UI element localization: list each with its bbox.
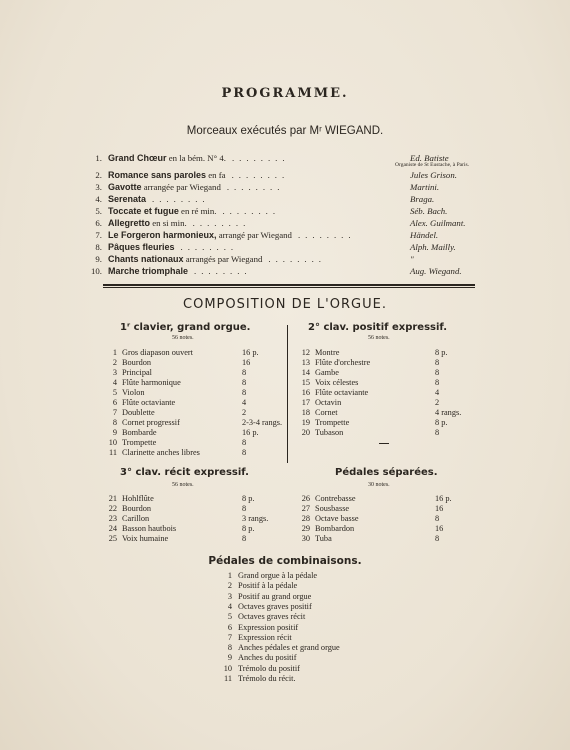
stop-number: 21 — [108, 494, 117, 503]
leader-dots: ........ — [297, 230, 356, 240]
piece-title: Marche triomphale — [108, 266, 189, 276]
stop-size: 16 — [435, 504, 444, 513]
composer: Alex. Guilmant. — [410, 218, 466, 228]
piece-title: Chants nationaux — [108, 254, 184, 264]
stop-number: 3 — [112, 368, 117, 377]
piece-detail: arrangés par Wiegand — [183, 254, 263, 264]
stop-name: Contrebasse — [315, 494, 356, 503]
stop-size: 16 p. — [435, 494, 452, 503]
stop-name: Flûte octaviante — [315, 388, 369, 397]
column-divider — [287, 325, 288, 463]
leader-dots: ........ — [152, 194, 210, 204]
combinaison-number: 11 — [224, 674, 232, 683]
stop-number: 10 — [108, 438, 117, 447]
stop-row — [105, 368, 285, 378]
stop-row — [105, 494, 285, 504]
stop-name: Principal — [122, 368, 152, 377]
stop-name: Trompette — [122, 438, 157, 447]
piece-detail: en la bém. N° 4. — [166, 153, 226, 163]
stop-name: Flûte harmonique — [122, 378, 181, 387]
column-end-dash — [379, 443, 389, 444]
combinaison-name: Trémolo du positif — [238, 663, 300, 673]
stop-number: 9 — [112, 428, 117, 437]
stop-row — [298, 514, 478, 524]
combinaison-row — [222, 633, 422, 643]
programme-row — [88, 193, 480, 205]
combinaison-name: Anches du positif — [238, 653, 297, 663]
leader-dots: ........ — [180, 242, 239, 252]
programme-piece — [108, 169, 289, 181]
piece-title: Serenata — [108, 194, 147, 204]
programme-row — [88, 265, 480, 277]
stop-name: Trompette — [315, 418, 350, 427]
programme-row — [88, 229, 480, 241]
stop-number: 2 — [112, 358, 117, 367]
stop-size: 4 rangs. — [435, 408, 462, 417]
stop-row — [298, 368, 478, 378]
stop-name: Gros diapason ouvert — [122, 348, 193, 357]
piece-detail: en fa — [206, 170, 226, 180]
stop-size: 8 — [242, 438, 247, 447]
stop-size: 8 — [435, 368, 440, 377]
piece-detail: en si min. — [150, 218, 187, 228]
programme-row — [88, 152, 480, 168]
stop-number: 27 — [301, 504, 310, 513]
stop-name: Doublette — [122, 408, 155, 417]
combinaison-number: 4 — [227, 601, 232, 611]
stop-name: Tuba — [315, 534, 332, 543]
stop-size: 16 — [242, 358, 251, 367]
programme-number: 8. — [95, 242, 102, 252]
stop-size: 8 — [435, 378, 440, 387]
stop-name: Gambe — [315, 368, 339, 377]
stop-row — [105, 428, 285, 438]
stop-size: 8 — [242, 388, 247, 397]
stop-row — [105, 348, 285, 358]
stop-number: 15 — [301, 378, 310, 387]
stop-row — [298, 534, 478, 544]
stop-size: 8 p. — [435, 418, 448, 427]
stop-row — [298, 398, 478, 408]
stop-row — [105, 534, 285, 544]
stop-size: 8 — [242, 368, 247, 377]
combinaison-row — [222, 653, 422, 663]
stop-row — [105, 418, 285, 428]
combinaison-name: Octaves graves positif — [238, 601, 312, 611]
stop-row — [298, 348, 478, 358]
programme-row — [88, 241, 480, 253]
stop-number: 18 — [301, 408, 310, 417]
leader-dots: ........ — [192, 218, 251, 228]
combinaison-row — [222, 592, 422, 602]
stop-number: 29 — [301, 524, 310, 533]
combinaison-row — [222, 674, 422, 684]
programme-number: 9. — [95, 254, 102, 264]
stop-number: 7 — [112, 408, 117, 417]
programme-title: PROGRAMME. — [221, 86, 349, 101]
combinaison-row — [222, 664, 422, 674]
stop-size: 8 — [435, 514, 440, 523]
stop-number: 28 — [301, 514, 310, 523]
programme-piece — [108, 181, 284, 193]
combinaison-number: 3 — [227, 591, 232, 601]
stop-name: Carillon — [122, 514, 150, 523]
pedales-note: 30 notes. — [368, 482, 390, 488]
combinaison-number: 1 — [227, 571, 232, 580]
combinaison-number: 6 — [227, 622, 232, 632]
programme-row — [88, 169, 480, 181]
programme-piece — [108, 241, 238, 253]
composer: Aug. Wiegand. — [410, 266, 462, 276]
combinaison-number: 10 — [223, 663, 232, 673]
stop-size: 8 — [435, 534, 440, 543]
stop-number: 19 — [301, 418, 310, 427]
stop-row — [105, 408, 285, 418]
stop-name: Cornet — [315, 408, 338, 417]
programme-number: 10. — [91, 266, 102, 276]
programme-piece — [108, 205, 280, 217]
stop-name: Bombardon — [315, 524, 355, 533]
stop-number: 25 — [108, 534, 117, 543]
programme-piece — [108, 217, 250, 229]
stop-size: 8 — [242, 448, 247, 457]
composer-note: Organiste de St Eustache, à Paris. — [395, 162, 469, 168]
stop-size: 8 — [242, 504, 247, 513]
stop-name: Flûte octaviante — [122, 398, 176, 407]
stop-name: Bourdon — [122, 504, 152, 513]
stop-name: Voix humaine — [122, 534, 169, 543]
piece-detail: arrangé par Wiegand — [216, 230, 292, 240]
composer: Alph. Mailly. — [410, 242, 456, 252]
stop-name: Bourdon — [122, 358, 152, 367]
stop-row — [298, 388, 478, 398]
combinaison-name: Grand orgue à la pédale — [238, 571, 318, 580]
stop-row — [105, 524, 285, 534]
stop-number: 30 — [301, 534, 310, 543]
leader-dots: ........ — [194, 266, 252, 276]
stop-size: 8 — [242, 378, 247, 387]
stop-row — [105, 448, 285, 458]
programme-row — [88, 217, 480, 229]
grand-orgue-note: 56 notes. — [172, 335, 194, 341]
stop-row — [105, 514, 285, 524]
pedales-title: Pédales séparées. — [335, 467, 438, 478]
composer: Séb. Bach. — [410, 206, 448, 216]
combinaison-row — [222, 643, 422, 653]
combinaisons-title: Pédales de combinaisons. — [208, 555, 362, 567]
stop-number: 6 — [112, 398, 117, 407]
programme-subtitle: Morceaux exécutés par Mʳ WIEGAND. — [186, 125, 384, 137]
stop-size: 4 — [435, 388, 440, 397]
stop-row — [105, 438, 285, 448]
programme-row — [88, 205, 480, 217]
combinaison-name: Expression positif — [238, 622, 299, 632]
piece-title: Toccate et fugue — [108, 206, 179, 216]
stop-size: 8 p. — [242, 524, 255, 533]
piece-detail: en ré min. — [178, 206, 217, 216]
stop-size: 3 rangs. — [242, 514, 269, 523]
combinaison-row — [222, 612, 422, 622]
stop-number: 17 — [301, 398, 310, 407]
composer: " — [410, 254, 414, 264]
stop-row — [105, 504, 285, 514]
combinaison-row — [222, 602, 422, 612]
stop-name: Voix célestes — [315, 378, 359, 387]
leader-dots: ........ — [231, 170, 290, 180]
programme-number: 6. — [95, 218, 102, 228]
composer: Ed. Batiste — [410, 153, 449, 163]
composer: Jules Grison. — [410, 170, 457, 180]
stop-row — [298, 408, 478, 418]
divider-thin — [103, 287, 475, 288]
stop-row — [298, 524, 478, 534]
leader-dots: ........ — [222, 206, 281, 216]
stop-number: 11 — [109, 448, 117, 457]
grand-orgue-title: 1ʳ clavier, grand orgue. — [120, 322, 251, 333]
piece-title: Pâques fleuries — [108, 242, 175, 252]
stop-row — [105, 358, 285, 368]
stop-name: Hohlflûte — [122, 494, 154, 503]
stop-number: 14 — [301, 368, 310, 377]
stop-number: 4 — [112, 378, 117, 387]
stop-number: 1 — [112, 348, 117, 357]
stop-size: 8 — [242, 534, 247, 543]
stop-number: 24 — [108, 524, 117, 533]
stop-name: Bombarde — [122, 428, 157, 437]
stop-size: 16 p. — [242, 348, 259, 357]
stop-name: Clarinette anches libres — [122, 448, 200, 457]
combinaison-name: Expression récit — [238, 632, 292, 642]
stop-size: 8 p. — [435, 348, 448, 357]
piece-title: Romance sans paroles — [108, 170, 207, 180]
piece-title: Gavotte — [108, 182, 142, 192]
stop-number: 16 — [301, 388, 310, 397]
leader-dots: ........ — [226, 182, 285, 192]
stop-size: 8 — [435, 428, 440, 437]
stop-name: Cornet progressif — [122, 418, 180, 427]
combinaison-row — [222, 571, 422, 581]
piece-title: Allegretto — [108, 218, 151, 228]
stop-size: 2 — [242, 408, 247, 417]
programme-piece — [108, 265, 252, 277]
combinaison-row — [222, 581, 422, 591]
stop-row — [105, 378, 285, 388]
leader-dots: ........ — [268, 254, 326, 264]
composer: Braga. — [410, 194, 435, 204]
stop-number: 26 — [301, 494, 310, 503]
positif-note: 56 notes. — [368, 335, 390, 341]
stop-row — [298, 378, 478, 388]
stop-number: 22 — [108, 504, 117, 513]
programme-number: 1. — [95, 153, 102, 163]
programme-number: 7. — [95, 230, 102, 240]
stop-name: Flûte d'orchestre — [315, 358, 371, 367]
combinaison-number: 5 — [227, 612, 232, 622]
programme-piece — [108, 152, 290, 164]
stop-number: 8 — [112, 418, 117, 427]
divider-thick — [103, 284, 475, 286]
combinaison-name: Anches pédales et grand orgue — [238, 643, 340, 653]
stop-number: 13 — [301, 358, 310, 367]
stop-number: 12 — [301, 348, 310, 357]
stop-name: Octavin — [315, 398, 342, 407]
combinaison-number: 7 — [227, 632, 232, 642]
combinaison-name: Octaves graves récit — [238, 612, 306, 622]
combinaison-number: 9 — [227, 653, 232, 663]
stop-size: 16 — [435, 524, 444, 533]
stop-row — [105, 398, 285, 408]
stop-row — [298, 494, 478, 504]
stop-row — [298, 504, 478, 514]
stop-size: 2-3-4 rangs. — [242, 418, 283, 427]
combinaison-name: Trémolo du récit. — [238, 674, 296, 683]
stop-row — [105, 388, 285, 398]
stop-name: Sousbasse — [315, 504, 350, 513]
programme-piece — [108, 253, 326, 265]
stop-size: 16 p. — [242, 428, 259, 437]
stop-size: 8 — [435, 358, 440, 367]
stop-row — [298, 358, 478, 368]
combinaison-name: Positif au grand orgue — [238, 591, 312, 601]
programme-number: 2. — [95, 170, 102, 180]
combinaison-number: 8 — [227, 643, 232, 653]
stop-number: 20 — [301, 428, 310, 437]
programme-number: 5. — [95, 206, 102, 216]
piece-title: Grand Chœur — [108, 153, 167, 163]
stop-name: Basson hautbois — [122, 524, 177, 533]
combinaison-name: Positif à la pédale — [238, 581, 298, 591]
stop-number: 23 — [108, 514, 117, 523]
programme-row — [88, 253, 480, 265]
programme-row — [88, 181, 480, 193]
stop-number: 5 — [112, 388, 117, 397]
stop-size: 4 — [242, 398, 247, 407]
stop-name: Tubason — [315, 428, 344, 437]
recit-title: 3° clav. récit expressif. — [120, 467, 249, 478]
stop-name: Violon — [122, 388, 145, 397]
programme-number: 4. — [95, 194, 102, 204]
stop-row — [298, 428, 478, 438]
composer: Martini. — [410, 182, 440, 192]
composition-title: COMPOSITION DE L'ORGUE. — [183, 297, 387, 312]
stop-name: Montre — [315, 348, 340, 357]
recit-note: 56 notes. — [172, 482, 194, 488]
stop-size: 2 — [435, 398, 440, 407]
programme-piece — [108, 193, 210, 205]
piece-detail: arrangée par Wiegand — [141, 182, 221, 192]
stop-size: 8 p. — [242, 494, 255, 503]
combinaison-row — [222, 623, 422, 633]
programme-piece — [108, 229, 356, 241]
piece-title: Le Forgeron harmonieux, — [108, 230, 217, 240]
leader-dots: ........ — [231, 153, 290, 163]
positif-title: 2° clav. positif expressif. — [308, 322, 448, 333]
stop-name: Octave basse — [315, 514, 359, 523]
combinaison-number: 2 — [227, 581, 232, 591]
stop-row — [298, 418, 478, 428]
programme-number: 3. — [95, 182, 102, 192]
composer: Händel. — [410, 230, 439, 240]
